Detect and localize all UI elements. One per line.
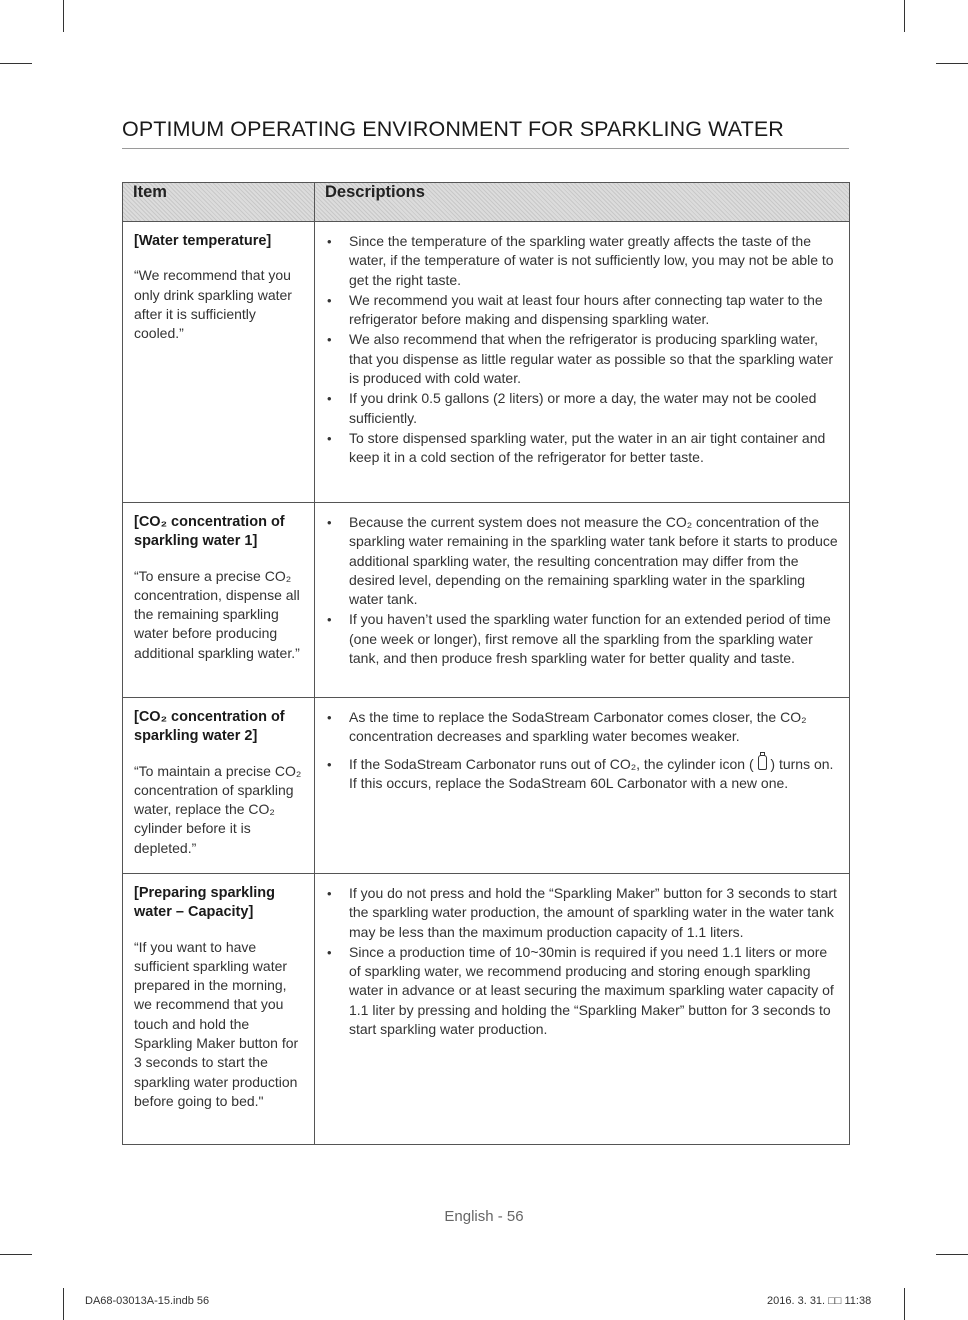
bullet-item [323, 755, 839, 794]
bullet-item: • To store dispensed sparkling water, put the water in an air tight container and keep it in a cold section of the refrigerator for better taste. [323, 429, 839, 468]
crop-mark [936, 63, 968, 64]
bullet-text: If the SodaStream Carbonator runs out of CO₂, the cylinder icon ( [349, 755, 758, 772]
table-row [123, 698, 850, 874]
bullet-item: • Since the temperature of the sparkling water greatly affects the taste of the water, if the temperature of water is not sufficiently low, you may not be able to get the right taste. [323, 232, 839, 290]
item-cell [123, 874, 315, 1145]
page-title: OPTIMUM OPERATING ENVIRONMENT FOR SPARKLING WATER [122, 117, 849, 149]
item-title: [CO₂ concentration of sparkling water 1] [134, 514, 285, 550]
bullet-item: • If you drink 0.5 gallons (2 liters) or more a day, the water may not be cooled sufficiently. [323, 389, 839, 428]
crop-mark [63, 0, 64, 32]
description-cell [315, 698, 850, 874]
item-cell [123, 698, 315, 874]
description-cell [315, 222, 850, 503]
operating-environment-table [122, 182, 850, 1145]
cylinder-icon [758, 755, 767, 770]
item-quote: “To maintain a precise CO₂ concentration of sparkling water, replace the CO₂ cylinder before it is depleted.” [134, 762, 302, 856]
bullet-item: • We also recommend that when the refrigerator is producing sparkling water, that you dispense as little regular water as possible so that the sparkling water is produced with cold water. [323, 330, 839, 388]
crop-mark [0, 1254, 32, 1255]
item-title: [CO₂ concentration of sparkling water 2] [134, 709, 285, 745]
description-cell [315, 503, 850, 698]
print-timestamp: 2016. 3. 31. □□ 11:38 [767, 1295, 872, 1307]
bullet-item: • Since a production time of 10~30min is required if you need 1.1 liters or more of sparkling water, we recommend producing and storing enough sparkling water in advance or at least securing the maximum sparkling water capacity of 1.1 liter by pressing and holding the “Sparkling Maker” button for 3 seconds to start sparkling water production. [323, 943, 839, 1039]
table-row [123, 222, 850, 503]
item-cell [123, 503, 315, 698]
bullet-item: • Because the current system does not measure the CO₂ concentration of the sparkling water remaining in the sparkling water tank before it starts to produce additional sparkling water, the resulting concentration may differ from the desired level, depending on the remaining sparkling water in the sparkling water tank. [323, 513, 839, 609]
crop-mark [0, 63, 32, 64]
bullet-text: ) turns on. If this occurs, replace the SodaStream 60L Carbonator with a new one. [349, 755, 834, 791]
file-slug: DA68-03013A-15.indb 56 [85, 1295, 210, 1307]
crop-mark [904, 1288, 905, 1320]
item-cell [123, 222, 315, 503]
header-item: Item [123, 183, 315, 222]
table-row [123, 503, 850, 698]
table-row [123, 874, 850, 1145]
item-title: [Preparing sparkling water – Capacity] [134, 885, 276, 921]
item-quote: “To ensure a precise CO₂ concentration, dispense all the remaining sparkling water before producing additional sparkling water.” [134, 567, 300, 661]
item-quote: “If you want to have sufficient sparkling water prepared in the morning, we recommend that you touch and hold the Sparkling Maker button for 3 seconds to start the sparkling water production before going to bed." [134, 938, 299, 1109]
crop-mark [936, 1254, 968, 1255]
bullet-item: • If you do not press and hold the “Sparkling Maker” button for 3 seconds to start the sparkling water production, the amount of sparkling water in the water tank may be less than the maximum production capacity of 1.1 liters. [323, 884, 839, 942]
item-title: [Water temperature] [134, 233, 272, 249]
item-quote: “We recommend that you only drink sparkling water after it is sufficiently cooled.” [134, 267, 292, 342]
description-cell [315, 874, 850, 1145]
crop-mark [904, 0, 905, 32]
bullet-item: • We recommend you wait at least four hours after connecting tap water to the refrigerator before making and dispensing sparkling water. [323, 291, 839, 330]
bullet-item: • As the time to replace the SodaStream Carbonator comes closer, the CO₂ concentration decreases and sparkling water becomes weaker. [323, 708, 839, 747]
header-descriptions: Descriptions [315, 183, 850, 222]
bullet-item: • If you haven’t used the sparkling water function for an extended period of time (one week or longer), first remove all the sparkling from the sparkling water tank, and then produce fresh sparkling water for better quality and taste. [323, 610, 839, 668]
crop-mark [63, 1288, 64, 1320]
page-number: English - 56 [444, 1208, 524, 1225]
table-header-row [123, 183, 850, 222]
